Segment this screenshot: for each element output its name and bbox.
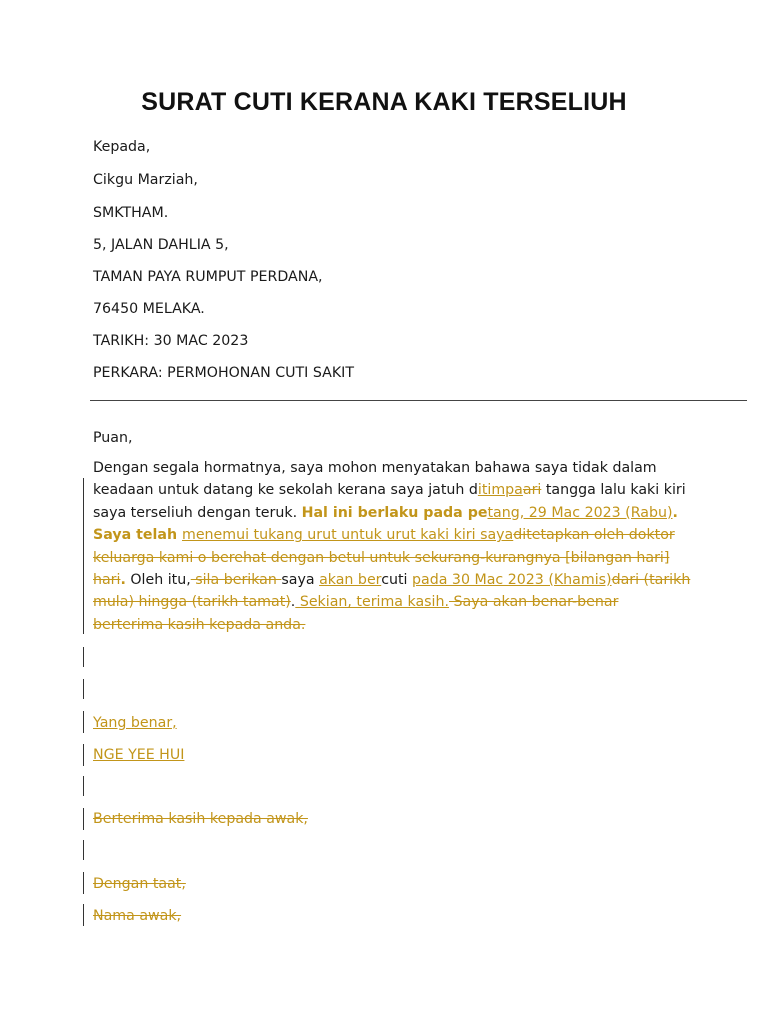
body-text: tangga lalu kaki kiri saya terseliuh dengan teruk.: [93, 482, 686, 521]
recipient-name: Cikgu Marziah,: [93, 172, 198, 188]
change-bar: [83, 840, 84, 860]
change-bar: [83, 872, 84, 894]
change-bar: [83, 478, 84, 634]
tracked-insertion: Hal ini berlaku pada pe: [301, 504, 488, 521]
recipient-school: SMKTHAM.: [93, 205, 169, 221]
change-bar: [83, 744, 84, 766]
recipient-address-line-2: TAMAN PAYA RUMPUT PERDANA,: [93, 269, 323, 285]
body-text: Dengan segala hormatnya, saya mohon menyatakan bahawa saya tidak dalam keadaan untuk datang ke sekolah kerana saya jatuh d: [93, 460, 657, 499]
change-bar: [83, 904, 84, 926]
change-bar: [83, 776, 84, 796]
tracked-deletion: ari: [522, 482, 542, 499]
tracked-insertion: menemui tukang urut untuk urut kaki kiri saya: [182, 527, 514, 544]
greeting: Puan,: [93, 430, 133, 446]
closing-yang-benar: Yang benar,: [93, 715, 177, 731]
recipient-address-line-3: 76450 MELAKA.: [93, 301, 205, 317]
tracked-insertion: . Saya telah: [93, 504, 678, 544]
body-text: .: [290, 594, 296, 611]
deleted-closing-thanks: Berterima kasih kepada awak,: [93, 811, 308, 827]
deleted-closing-taat: Dengan taat,: [93, 876, 186, 892]
body-text: cuti: [381, 572, 413, 589]
recipient-salutation: Kepada,: [93, 139, 151, 155]
change-bar: [83, 679, 84, 699]
change-bar: [83, 711, 84, 733]
sender-name: NGE YEE HUI: [93, 747, 185, 763]
body-paragraph: [93, 457, 693, 636]
subject-line: PERKARA: PERMOHONAN CUTI SAKIT: [93, 365, 355, 381]
document-title: SURAT CUTI KERANA KAKI TERSELIUH: [141, 88, 627, 116]
tracked-insertion: akan ber: [319, 572, 382, 589]
body-text: Oleh itu,: [125, 572, 191, 589]
recipient-address-line-1: 5, JALAN DAHLIA 5,: [93, 237, 229, 253]
tracked-insertion: Sekian, terima kasih.: [295, 594, 450, 611]
tracked-deletion: Saya akan benar-benar berterima kasih kepada anda.: [93, 594, 619, 633]
body-text: saya: [281, 572, 320, 589]
change-bar: [83, 808, 84, 830]
subject-divider: [90, 400, 747, 401]
tracked-insertion: pada 30 Mac 2023 (Khamis): [412, 572, 612, 589]
tracked-insertion: tang, 29 Mac 2023 (Rabu): [487, 504, 673, 521]
tracked-deletion: ditetapkan oleh doktor keluarga kami o berehat dengan betul untuk sekurang-kurangnya [bilangan hari] hari: [93, 527, 675, 589]
tracked-insertion: itimpa: [477, 482, 523, 499]
tracked-deletion: dari (tarikh mula) hingga (tarikh tamat): [93, 572, 691, 611]
change-bar: [83, 647, 84, 667]
date-line: TARIKH: 30 MAC 2023: [93, 333, 249, 349]
deleted-closing-nama: Nama awak,: [93, 908, 182, 924]
tracked-deletion: sila berikan: [190, 572, 282, 589]
tracked-insertion: .: [120, 572, 126, 589]
